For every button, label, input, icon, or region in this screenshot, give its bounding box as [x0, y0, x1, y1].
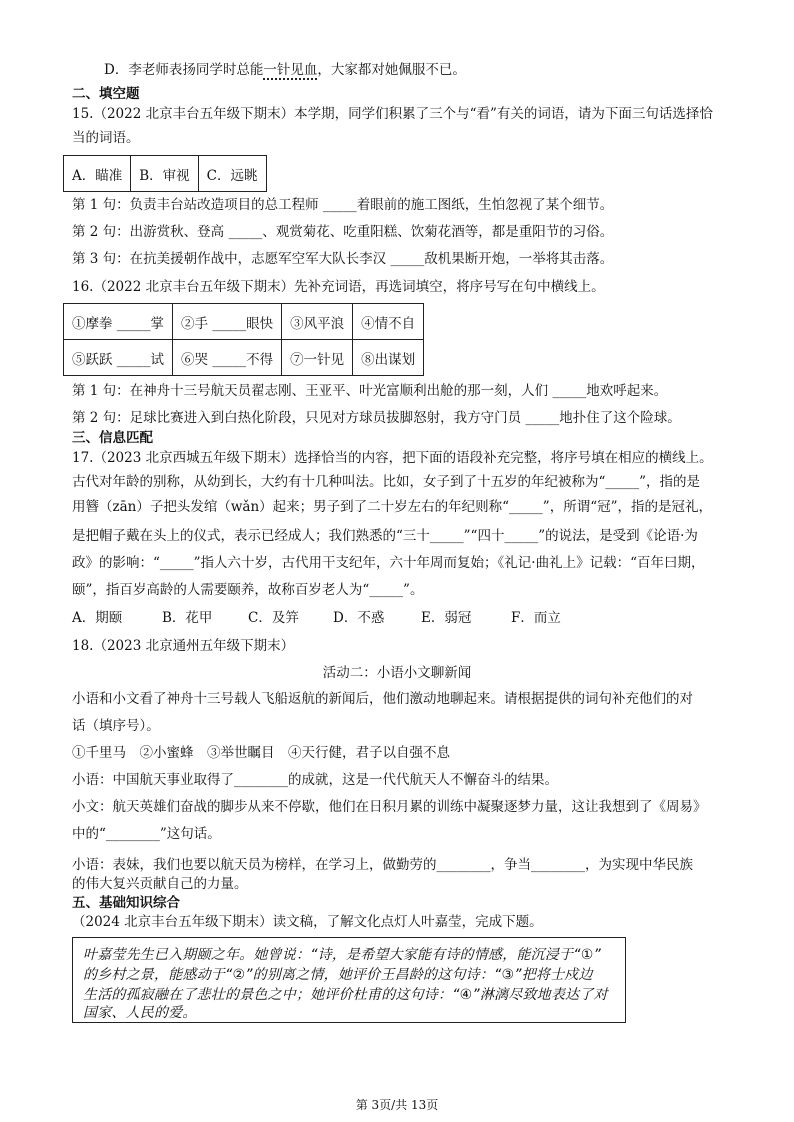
- q17-option-c: C．及笄: [248, 610, 299, 626]
- q16-sentence-1: 第 1 句：在神舟十三号航天员翟志刚、王亚平、叶光富顺利出舱的那一刻，人们 _____地欢呼起来。: [72, 383, 668, 399]
- q17-line-5: 政》的影响：“_____”指人六十岁，古代用干支纪年，六十年周而复始；《礼记·曲礼上》记载：“百年曰期，: [72, 555, 705, 571]
- q17-option-b: B．花甲: [162, 610, 213, 626]
- q16-word-6: ⑥哭 _____不得: [173, 340, 282, 376]
- q17-option-e: E．弱冠: [421, 610, 472, 626]
- q16-words-table: [63, 303, 424, 376]
- q14-option-d: [104, 60, 466, 80]
- q17-line-4: 是把帽子戴在头上的仪式，表示已经成人；我们熟悉的“三十_____”“四十_____”的说法，是受到《论语·为: [72, 528, 698, 544]
- passage-line-2: 的乡村之景，能感动于“②”的别离之情，她评价王昌龄的这句诗：“③”把将士戍边: [83, 967, 593, 983]
- q18-dialogue-3b: 的伟大复兴贡献自己的力量。: [72, 876, 248, 892]
- passage-line-1: 叶嘉莹先生已入期颐之年。她曾说：“诗，是希望大家能有诗的情感，能沉浸于“①”: [83, 947, 601, 963]
- q17-option-d: D．不惑: [333, 610, 385, 626]
- q19-stem: （2024 北京丰台五年级下期末）读文稿，了解文化点灯人叶嘉莹，完成下题。: [72, 914, 543, 930]
- q15-option-c: C．远眺: [198, 156, 266, 192]
- q16-word-7: ⑦一针见: [282, 340, 353, 376]
- q17-line-1: 17.（2023 北京西城五年级下期末）选择恰当的内容，把下面的语段补充完整，将序号填在相应的横线上。: [72, 450, 713, 466]
- q15-option-a: A．瞄准: [64, 156, 131, 192]
- q17-line-2: 古代对年龄的别称，从幼到长，大约有十几种叫法。比如，女子到了十五岁的年纪被称为“_____”，指的是: [72, 474, 701, 490]
- q16-word-1: ①摩拳 _____掌: [64, 304, 173, 340]
- q18-activity-title: 活动二：小语小文聊新闻: [322, 665, 472, 681]
- q16-word-3: ③风平浪: [282, 304, 353, 340]
- q15-options-table: [63, 155, 267, 192]
- q16-word-2: ②手 _____眼快: [173, 304, 282, 340]
- q17-option-f: F．而立: [511, 610, 561, 626]
- q17-line-6: 颐”，指百岁高龄的人需要颐养，故称百岁老人为“_____”。: [72, 582, 424, 598]
- q15-sentence-3: 第 3 句：在抗美援朝作战中，志愿军空军大队长李汉 _____敌机果断开炮，一举将其击落。: [72, 251, 614, 267]
- section-heading-info-match: 三、信息匹配: [72, 430, 153, 446]
- q18-dialogue-2a: 小文：航天英雄们奋战的脚步从来不停歇，他们在日积月累的训练中凝聚逐梦力量，这让我想到了《周易》: [72, 799, 707, 815]
- q15-option-b: B．审视: [131, 156, 198, 192]
- q18-stem: 18.（2023 北京通州五年级下期末）: [72, 638, 295, 654]
- q14-option-d-suffix: ，大家都对她佩服不已。: [317, 62, 466, 78]
- passage-line-4: 国家、人民的爱。: [83, 1005, 197, 1021]
- q18-intro-line1: 小语和小文看了神舟十三号载人飞船返航的新闻后，他们激动地聊起来。请根据提供的词句补充他们的对: [72, 691, 693, 707]
- q18-dialogue-1: 小语：中国航天事业取得了________的成就，这是一代代航天人不懈奋斗的结果。: [72, 772, 558, 788]
- section-heading-basics: 五、基础知识综合: [72, 895, 180, 911]
- q17-option-a: A．期颐: [72, 610, 123, 626]
- q14-dotted-idiom: 一针见血: [263, 62, 318, 78]
- passage-line-3: 生活的孤寂融在了悲壮的景色之中；她评价杜甫的这句诗：“④”淋漓尽致地表达了对: [83, 987, 608, 1003]
- q18-intro-line2: 话（填序号）。: [72, 718, 160, 734]
- section-heading-fill-in: 二、填空题: [72, 86, 140, 102]
- q18-options: ①千里马 ②小蜜蜂 ③举世瞩目 ④天行健，君子以自强不息: [72, 745, 450, 761]
- q16-word-4: ④情不自: [353, 304, 424, 340]
- handwritten-passage-box: [72, 937, 626, 1023]
- q15-stem-line1: 15.（2022 北京丰台五年级下期末）本学期，同学们积累了三个与“看”有关的词语，请为下面三句话选择恰: [72, 106, 713, 122]
- page-number-footer: 第 3页/共 13页: [355, 1098, 439, 1112]
- q16-word-8: ⑧出谋划: [353, 340, 424, 376]
- q16-sentence-2: 第 2 句：足球比赛进入到白热化阶段，只见对方球员拔脚怒射，我方守门员 _____地扑住了这个险球。: [72, 410, 681, 426]
- q15-sentence-2: 第 2 句：出游赏秋、登高 _____、观赏菊花、吃重阳糕、饮菊花酒等，都是重阳节的习俗。: [72, 224, 614, 240]
- q15-sentence-1: 第 1 句：负责丰台站改造项目的总工程师 _____着眼前的施工图纸，生怕忽视了某个细节。: [72, 197, 614, 213]
- q18-dialogue-3a: 小语：表妹，我们也要以航天员为榜样，在学习上，做勤劳的________，争当________，为实现中华民族: [72, 857, 693, 873]
- q14-option-d-prefix: D．李老师表扬同学时总能: [104, 62, 264, 78]
- q15-stem-line2: 当的词语。: [72, 130, 140, 146]
- q18-dialogue-2b: 中的“________”这句话。: [72, 826, 221, 842]
- q16-word-5: ⑤跃跃 _____试: [64, 340, 173, 376]
- q16-stem: 16.（2022 北京丰台五年级下期末）先补充词语，再选词填空，将序号写在句中横线上。: [72, 279, 605, 295]
- q17-line-3: 用簪（zān）子把头发绾（wǎn）起来；男子到了二十岁左右的年纪则称“_____”，所谓“冠”，指的是冠礼，: [72, 499, 713, 515]
